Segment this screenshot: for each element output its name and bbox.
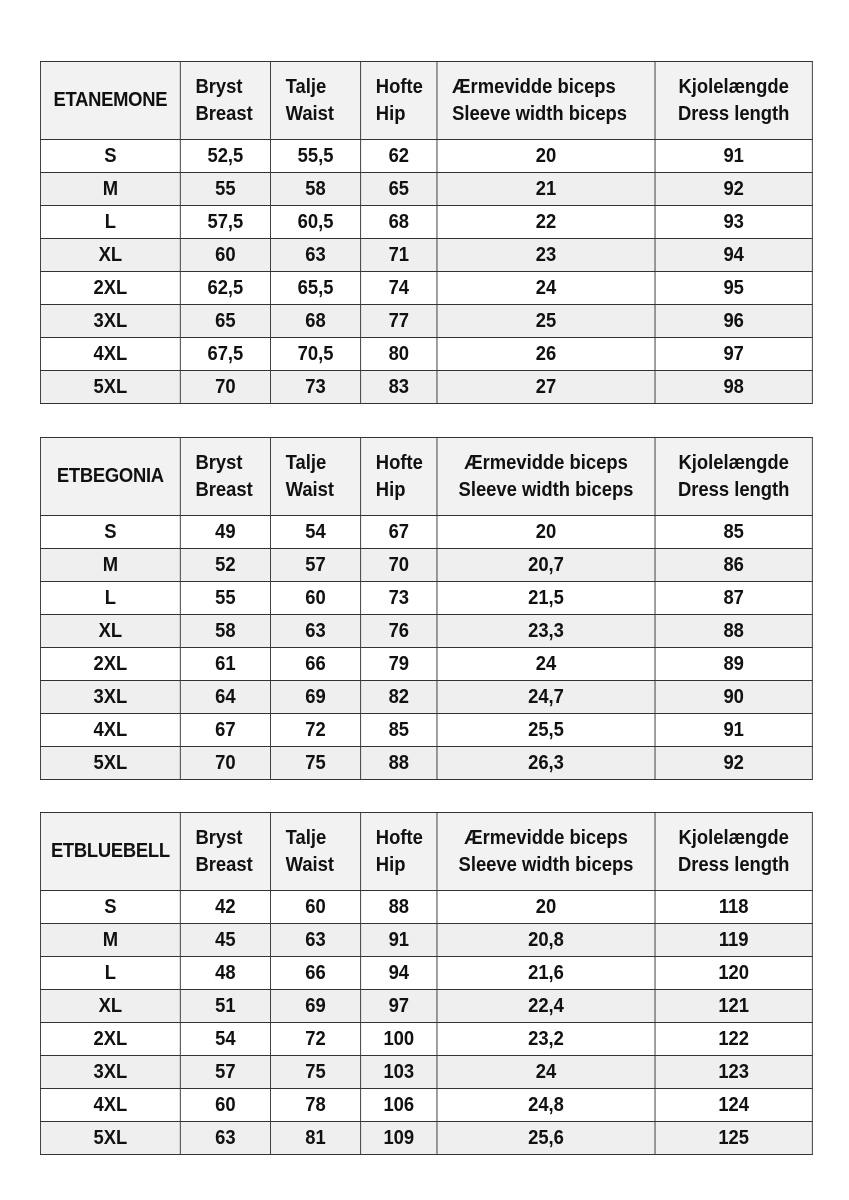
table-row bbox=[40, 681, 812, 714]
product-name: ETBEGONIA bbox=[40, 438, 180, 516]
breast-cell: 58 bbox=[180, 615, 270, 648]
header-waist: Talje Waist bbox=[270, 62, 360, 140]
sleeve-width-cell: 22 bbox=[437, 206, 655, 239]
dress-length-cell: 118 bbox=[655, 891, 812, 924]
table-row bbox=[40, 239, 812, 272]
sleeve-width-cell: 21,5 bbox=[437, 582, 655, 615]
sleeve-width-cell: 20,7 bbox=[437, 549, 655, 582]
hip-cell: 82 bbox=[361, 681, 437, 714]
waist-cell: 69 bbox=[270, 990, 360, 1023]
table-row bbox=[40, 990, 812, 1023]
dress-length-cell: 122 bbox=[655, 1023, 812, 1056]
header-dress-length: Kjolelængde Dress length bbox=[655, 62, 812, 140]
hip-cell: 79 bbox=[361, 648, 437, 681]
breast-cell: 67,5 bbox=[180, 338, 270, 371]
table-row bbox=[40, 272, 812, 305]
size-cell: 3XL bbox=[40, 681, 180, 714]
header-sleeve-width: Ærmevidde biceps Sleeve width biceps bbox=[437, 438, 655, 516]
sleeve-width-cell: 20 bbox=[437, 140, 655, 173]
waist-cell: 81 bbox=[270, 1122, 360, 1155]
dress-length-cell: 121 bbox=[655, 990, 812, 1023]
table-row bbox=[40, 747, 812, 780]
hip-cell: 74 bbox=[361, 272, 437, 305]
breast-cell: 57 bbox=[180, 1056, 270, 1089]
dress-length-cell: 87 bbox=[655, 582, 812, 615]
waist-cell: 66 bbox=[270, 648, 360, 681]
size-cell: 4XL bbox=[40, 714, 180, 747]
size-cell: S bbox=[40, 891, 180, 924]
header-hip: Hofte Hip bbox=[361, 813, 437, 891]
size-cell: M bbox=[40, 549, 180, 582]
header-hip: Hofte Hip bbox=[361, 438, 437, 516]
dress-length-cell: 85 bbox=[655, 516, 812, 549]
table-row bbox=[40, 1056, 812, 1089]
table-row bbox=[40, 140, 812, 173]
dress-length-cell: 90 bbox=[655, 681, 812, 714]
breast-cell: 65 bbox=[180, 305, 270, 338]
size-cell: 5XL bbox=[40, 747, 180, 780]
waist-cell: 72 bbox=[270, 714, 360, 747]
dress-length-cell: 88 bbox=[655, 615, 812, 648]
size-table-etbegonia bbox=[40, 437, 813, 780]
size-cell: 4XL bbox=[40, 1089, 180, 1122]
breast-cell: 60 bbox=[180, 1089, 270, 1122]
sleeve-width-cell: 20 bbox=[437, 516, 655, 549]
dress-length-cell: 92 bbox=[655, 747, 812, 780]
breast-cell: 67 bbox=[180, 714, 270, 747]
size-cell: S bbox=[40, 140, 180, 173]
table-row bbox=[40, 371, 812, 404]
table-row bbox=[40, 516, 812, 549]
header-dress-length: Kjolelængde Dress length bbox=[655, 438, 812, 516]
sleeve-width-cell: 24 bbox=[437, 648, 655, 681]
table-row bbox=[40, 648, 812, 681]
size-cell: XL bbox=[40, 990, 180, 1023]
breast-cell: 52,5 bbox=[180, 140, 270, 173]
header-sleeve-width: Ærmevidde biceps Sleeve width biceps bbox=[437, 813, 655, 891]
size-cell: L bbox=[40, 206, 180, 239]
waist-cell: 70,5 bbox=[270, 338, 360, 371]
dress-length-cell: 96 bbox=[655, 305, 812, 338]
size-cell: 3XL bbox=[40, 1056, 180, 1089]
hip-cell: 97 bbox=[361, 990, 437, 1023]
size-cell: 2XL bbox=[40, 272, 180, 305]
waist-cell: 55,5 bbox=[270, 140, 360, 173]
header-sleeve-width: Ærmevidde biceps Sleeve width biceps bbox=[437, 62, 655, 140]
size-cell: 5XL bbox=[40, 1122, 180, 1155]
hip-cell: 67 bbox=[361, 516, 437, 549]
dress-length-cell: 120 bbox=[655, 957, 812, 990]
breast-cell: 55 bbox=[180, 173, 270, 206]
table-row bbox=[40, 1089, 812, 1122]
breast-cell: 42 bbox=[180, 891, 270, 924]
sleeve-width-cell: 22,4 bbox=[437, 990, 655, 1023]
dress-length-cell: 91 bbox=[655, 714, 812, 747]
size-table-etanemone bbox=[40, 61, 813, 404]
breast-cell: 70 bbox=[180, 747, 270, 780]
waist-cell: 75 bbox=[270, 747, 360, 780]
breast-cell: 52 bbox=[180, 549, 270, 582]
dress-length-cell: 93 bbox=[655, 206, 812, 239]
sleeve-width-cell: 24,7 bbox=[437, 681, 655, 714]
size-cell: L bbox=[40, 957, 180, 990]
breast-cell: 70 bbox=[180, 371, 270, 404]
dress-length-cell: 95 bbox=[655, 272, 812, 305]
size-cell: 2XL bbox=[40, 1023, 180, 1056]
table-row bbox=[40, 173, 812, 206]
waist-cell: 66 bbox=[270, 957, 360, 990]
sleeve-width-cell: 25,5 bbox=[437, 714, 655, 747]
hip-cell: 73 bbox=[361, 582, 437, 615]
waist-cell: 72 bbox=[270, 1023, 360, 1056]
table-header-row bbox=[40, 62, 812, 140]
size-cell: L bbox=[40, 582, 180, 615]
table-row bbox=[40, 206, 812, 239]
size-cell: S bbox=[40, 516, 180, 549]
sleeve-width-cell: 26 bbox=[437, 338, 655, 371]
waist-cell: 63 bbox=[270, 239, 360, 272]
hip-cell: 70 bbox=[361, 549, 437, 582]
size-cell: XL bbox=[40, 615, 180, 648]
table-row bbox=[40, 891, 812, 924]
table-row bbox=[40, 615, 812, 648]
dress-length-cell: 119 bbox=[655, 924, 812, 957]
breast-cell: 51 bbox=[180, 990, 270, 1023]
hip-cell: 68 bbox=[361, 206, 437, 239]
waist-cell: 58 bbox=[270, 173, 360, 206]
breast-cell: 48 bbox=[180, 957, 270, 990]
waist-cell: 60,5 bbox=[270, 206, 360, 239]
sleeve-width-cell: 23,2 bbox=[437, 1023, 655, 1056]
breast-cell: 45 bbox=[180, 924, 270, 957]
product-name: ETBLUEBELL bbox=[40, 813, 180, 891]
waist-cell: 68 bbox=[270, 305, 360, 338]
size-cell: 5XL bbox=[40, 371, 180, 404]
table-row bbox=[40, 924, 812, 957]
header-breast: Bryst Breast bbox=[180, 813, 270, 891]
waist-cell: 54 bbox=[270, 516, 360, 549]
sleeve-width-cell: 20 bbox=[437, 891, 655, 924]
waist-cell: 60 bbox=[270, 582, 360, 615]
breast-cell: 64 bbox=[180, 681, 270, 714]
size-cell: XL bbox=[40, 239, 180, 272]
size-cell: 2XL bbox=[40, 648, 180, 681]
waist-cell: 75 bbox=[270, 1056, 360, 1089]
product-name: ETANEMONE bbox=[40, 62, 180, 140]
size-cell: 4XL bbox=[40, 338, 180, 371]
waist-cell: 63 bbox=[270, 615, 360, 648]
sleeve-width-cell: 23,3 bbox=[437, 615, 655, 648]
table-row bbox=[40, 957, 812, 990]
size-table-etbluebell bbox=[40, 812, 813, 1155]
hip-cell: 71 bbox=[361, 239, 437, 272]
table-row bbox=[40, 338, 812, 371]
hip-cell: 77 bbox=[361, 305, 437, 338]
hip-cell: 65 bbox=[361, 173, 437, 206]
waist-cell: 57 bbox=[270, 549, 360, 582]
hip-cell: 76 bbox=[361, 615, 437, 648]
breast-cell: 61 bbox=[180, 648, 270, 681]
breast-cell: 60 bbox=[180, 239, 270, 272]
sleeve-width-cell: 23 bbox=[437, 239, 655, 272]
header-hip: Hofte Hip bbox=[361, 62, 437, 140]
waist-cell: 63 bbox=[270, 924, 360, 957]
dress-length-cell: 123 bbox=[655, 1056, 812, 1089]
table-header-row bbox=[40, 438, 812, 516]
header-breast: Bryst Breast bbox=[180, 62, 270, 140]
table-row bbox=[40, 1122, 812, 1155]
waist-cell: 69 bbox=[270, 681, 360, 714]
hip-cell: 91 bbox=[361, 924, 437, 957]
dress-length-cell: 97 bbox=[655, 338, 812, 371]
hip-cell: 103 bbox=[361, 1056, 437, 1089]
dress-length-cell: 94 bbox=[655, 239, 812, 272]
breast-cell: 49 bbox=[180, 516, 270, 549]
waist-cell: 65,5 bbox=[270, 272, 360, 305]
hip-cell: 85 bbox=[361, 714, 437, 747]
table-row bbox=[40, 714, 812, 747]
header-waist: Talje Waist bbox=[270, 438, 360, 516]
dress-length-cell: 125 bbox=[655, 1122, 812, 1155]
table-header-row bbox=[40, 813, 812, 891]
sleeve-width-cell: 25 bbox=[437, 305, 655, 338]
hip-cell: 80 bbox=[361, 338, 437, 371]
hip-cell: 88 bbox=[361, 747, 437, 780]
sleeve-width-cell: 26,3 bbox=[437, 747, 655, 780]
waist-cell: 73 bbox=[270, 371, 360, 404]
hip-cell: 109 bbox=[361, 1122, 437, 1155]
hip-cell: 106 bbox=[361, 1089, 437, 1122]
breast-cell: 54 bbox=[180, 1023, 270, 1056]
sleeve-width-cell: 21,6 bbox=[437, 957, 655, 990]
dress-length-cell: 86 bbox=[655, 549, 812, 582]
header-breast: Bryst Breast bbox=[180, 438, 270, 516]
table-row bbox=[40, 549, 812, 582]
hip-cell: 88 bbox=[361, 891, 437, 924]
sleeve-width-cell: 24 bbox=[437, 1056, 655, 1089]
table-row bbox=[40, 582, 812, 615]
sleeve-width-cell: 21 bbox=[437, 173, 655, 206]
breast-cell: 57,5 bbox=[180, 206, 270, 239]
hip-cell: 83 bbox=[361, 371, 437, 404]
sleeve-width-cell: 24 bbox=[437, 272, 655, 305]
breast-cell: 62,5 bbox=[180, 272, 270, 305]
table-row bbox=[40, 1023, 812, 1056]
sleeve-width-cell: 24,8 bbox=[437, 1089, 655, 1122]
breast-cell: 55 bbox=[180, 582, 270, 615]
sleeve-width-cell: 27 bbox=[437, 371, 655, 404]
dress-length-cell: 124 bbox=[655, 1089, 812, 1122]
dress-length-cell: 89 bbox=[655, 648, 812, 681]
hip-cell: 100 bbox=[361, 1023, 437, 1056]
sleeve-width-cell: 20,8 bbox=[437, 924, 655, 957]
dress-length-cell: 98 bbox=[655, 371, 812, 404]
waist-cell: 78 bbox=[270, 1089, 360, 1122]
size-cell: M bbox=[40, 924, 180, 957]
size-cell: M bbox=[40, 173, 180, 206]
size-cell: 3XL bbox=[40, 305, 180, 338]
header-dress-length: Kjolelængde Dress length bbox=[655, 813, 812, 891]
dress-length-cell: 91 bbox=[655, 140, 812, 173]
waist-cell: 60 bbox=[270, 891, 360, 924]
breast-cell: 63 bbox=[180, 1122, 270, 1155]
dress-length-cell: 92 bbox=[655, 173, 812, 206]
hip-cell: 94 bbox=[361, 957, 437, 990]
table-row bbox=[40, 305, 812, 338]
hip-cell: 62 bbox=[361, 140, 437, 173]
header-waist: Talje Waist bbox=[270, 813, 360, 891]
sleeve-width-cell: 25,6 bbox=[437, 1122, 655, 1155]
